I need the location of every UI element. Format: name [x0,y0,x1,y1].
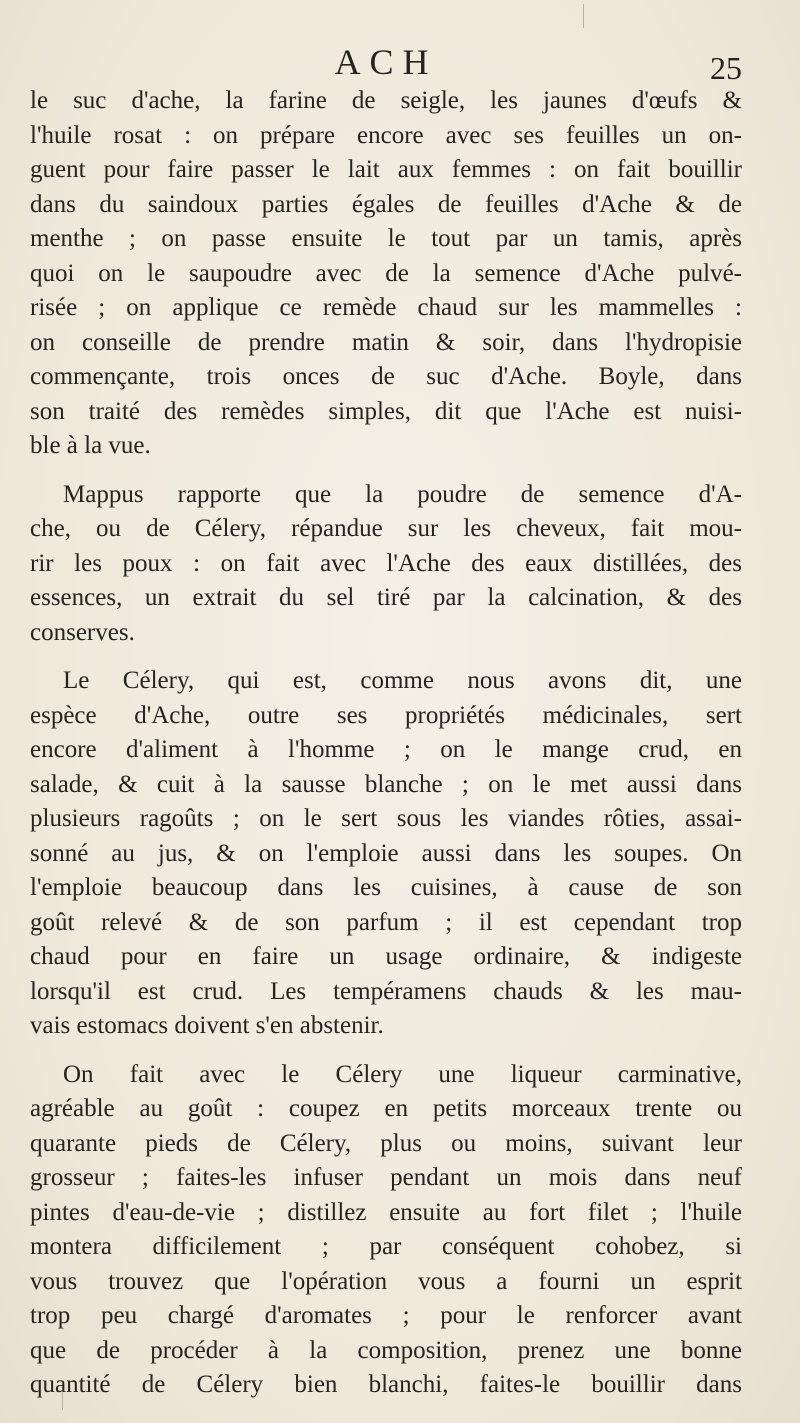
text-line: Mappus rapporte que la poudre de semence d'A- [63,480,742,508]
text-line: trop peu chargé d'aromates ; pour le renforcer avant [30,1302,742,1329]
text-line: que de procéder à la composition, prenez une bonne [30,1336,742,1364]
text-line: menthe ; on passe ensuite le tout par un tamis, après [30,225,742,252]
text-line: goût relevé & de son parfum ; il est cependant trop [30,908,742,936]
page-number: 25 [710,50,742,86]
text-line: dans du saindoux parties égales de feuilles d'Ache & de [30,190,742,218]
text-line: vais estomacs doivent s'en abstenir. [30,1012,384,1039]
text-line: espèce d'Ache, outre ses propriétés médicinales, sert [30,701,742,729]
text-line: chaud pour en faire un usage ordinaire, & indigeste [30,943,742,970]
text-line: vous trouvez que l'opération vous a fourni un esprit [30,1267,742,1295]
text-line: on conseille de prendre matin & soir, dans l'hydropisie [30,328,742,356]
paper-mark [583,4,584,28]
text-line: grosseur ; faites-les infuser pendant un mois dans neuf [30,1164,742,1191]
text-line: agréable au goût : coupez en petits morceaux trente ou [30,1095,742,1122]
text-line: le suc d'ache, la farine de seigle, les jaunes d'œufs & [30,87,742,114]
paragraph [30,1058,742,1403]
text-line: sonné au jus, & on l'emploie aussi dans les soupes. On [30,839,742,867]
text-line: salade, & cuit à la sausse blanche ; on le met aussi dans [30,770,742,798]
text-line: encore d'aliment à l'homme ; on le mange crud, en [30,736,742,763]
page-header [30,40,742,84]
text-line: commençante, trois onces de suc d'Ache. Boyle, dans [30,363,742,390]
text-line: On fait avec le Célery une liqueur carminative, [63,1060,742,1088]
text-line: quoi on le saupoudre avec de la semence d'Ache pulvé- [30,259,742,287]
text-line: guent pour faire passer le lait aux femmes : on fait bouillir [30,156,742,183]
text-line: plusieurs ragoûts ; on le sert sous les viandes rôties, assai- [30,805,742,832]
text-line: Le Célery, qui est, comme nous avons dit, une [63,667,742,694]
text-line: l'emploie beaucoup dans les cuisines, à cause de son [30,874,742,901]
text-line: son traité des remèdes simples, dit que l'Ache est nuisi- [30,397,742,425]
text-line: essences, un extrait du sel tiré par la calcination, & des [30,584,742,611]
text-line: ble à la vue. [30,432,151,459]
body-text [30,84,742,1403]
text-line: pintes d'eau-de-vie ; distillez ensuite au fort filet ; l'huile [30,1198,742,1226]
text-line: risée ; on applique ce remède chaud sur les mammelles : [30,294,742,321]
text-line: conserves. [30,618,135,646]
text-line: quantité de Célery bien blanchi, faites-le bouillir dans [30,1371,742,1398]
paragraph [30,84,742,464]
text-line: che, ou de Célery, répandue sur les cheveux, fait mou- [30,515,742,542]
text-line: montera difficilement ; par conséquent cohobez, si [30,1233,742,1260]
text-line: quarante pieds de Célery, plus ou moins, suivant leur [30,1129,742,1157]
paragraph [30,664,742,1044]
paragraph [30,478,742,651]
text-line: lorsqu'il est crud. Les tempéramens chauds & les mau- [30,977,742,1005]
text-line: l'huile rosat : on prépare encore avec ses feuilles un on- [30,121,742,149]
text-line: rir les poux : on fait avec l'Ache des eaux distillées, des [30,549,742,577]
running-head: ACH [334,42,438,82]
